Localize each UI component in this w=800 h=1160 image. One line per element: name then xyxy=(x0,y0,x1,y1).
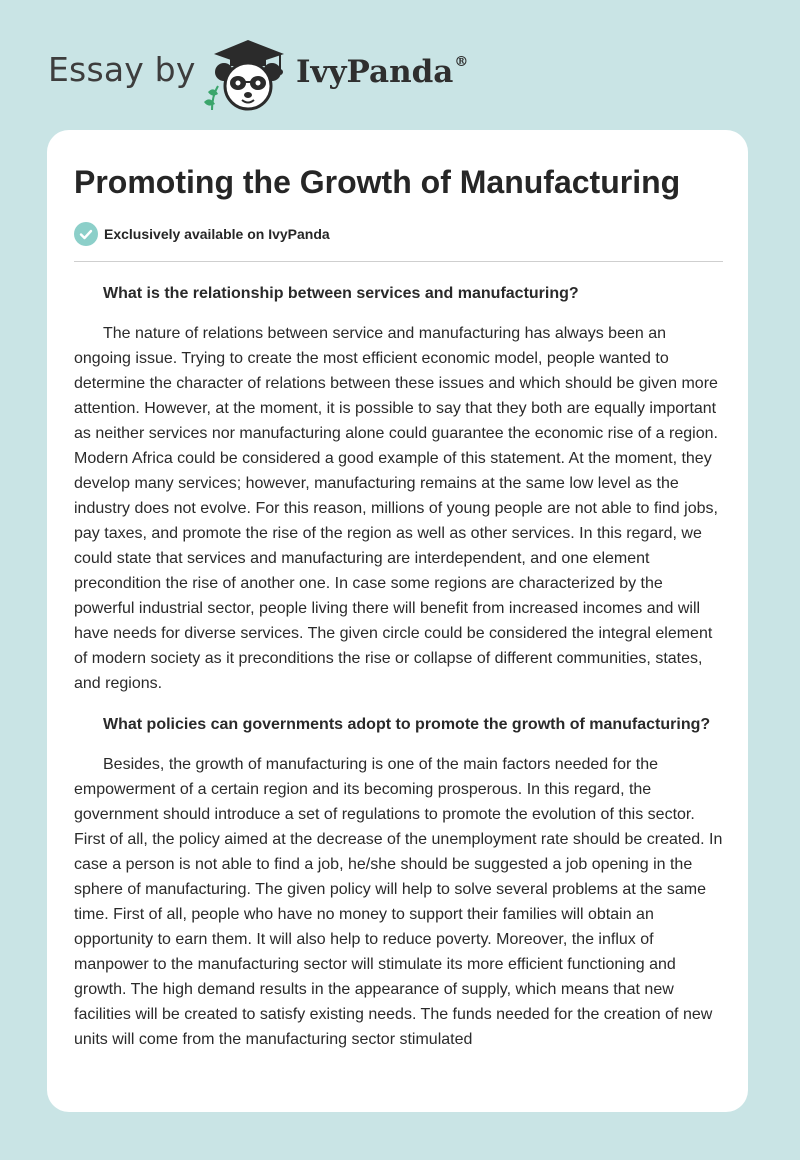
check-circle-icon xyxy=(74,222,98,246)
paragraph-2: Besides, the growth of manufacturing is one of the main factors needed for the empowerment of a certain region and its becoming prosperous. In this regard, the government should introduce a set of regulations to promote the evolution of this sector. First of all, the policy aimed at the decrease of the unemployment rate should be created. In case a person is not able to find a job, he/she should be suggested a job opening in the sphere of manufacturing. The given policy will help to solve several problems at the same time. First of all, people who have no money to support their families will obtain an opportunity to earn them. It will also help to reduce poverty. Moreover, the influx of manpower to the manufacturing sector will stimulate its more efficient functioning and growth. The high demand results in the appearance of supply, which means that new facilities will be created to satisfy existing needs. The funds needed for the creation of new units will come from the manufacturing sector stimulated xyxy=(74,756,723,1048)
essay-card xyxy=(47,130,748,1112)
site-header xyxy=(48,36,568,116)
paragraph-1: The nature of relations between service and manufacturing has always been an ongoing issue. Trying to create the most efficient economic model, people wanted to determine the character of relations between these issues and which should be given more attention. However, at the moment, it is possible to say that they both are equally important as neither services nor manufacturing alone could guarantee the economic rise of a region. Modern Africa could be considered a good example of this statement. At the moment, they develop many services; however, manufacturing remains at the same low level as the industry does not evolve. For this reason, millions of young people are not able to find jobs, pay taxes, and promote the rise of the region as well as other services. In this regard, we could state that services and manufacturing are interdependent, and one element precondition the rise of another one. In case some regions are characterized by the powerful industrial sector, people living there will benefit from increased incomes and will have needs for diverse services. The given circle could be considered the integral element of modern society as it preconditions the rise or collapse of different communities, states, and regions. xyxy=(74,325,718,692)
question-heading-1: What is the relationship between services and manufacturing? xyxy=(103,285,579,302)
exclusive-badge xyxy=(74,221,330,247)
essay-by-label: Essay by xyxy=(48,50,196,89)
brand-name[interactable] xyxy=(296,54,468,90)
essay-title: Promoting the Growth of Manufacturing xyxy=(74,164,681,200)
brand-text: IvyPanda xyxy=(296,54,454,90)
essay-body xyxy=(74,278,723,1068)
title-divider xyxy=(74,261,723,262)
question-heading-2: What policies can governments adopt to promote the growth of manufacturing? xyxy=(103,716,711,733)
ivypanda-logo-icon[interactable] xyxy=(200,36,294,112)
registered-mark: ® xyxy=(454,54,469,70)
exclusive-badge-text: Exclusively available on IvyPanda xyxy=(104,226,330,242)
